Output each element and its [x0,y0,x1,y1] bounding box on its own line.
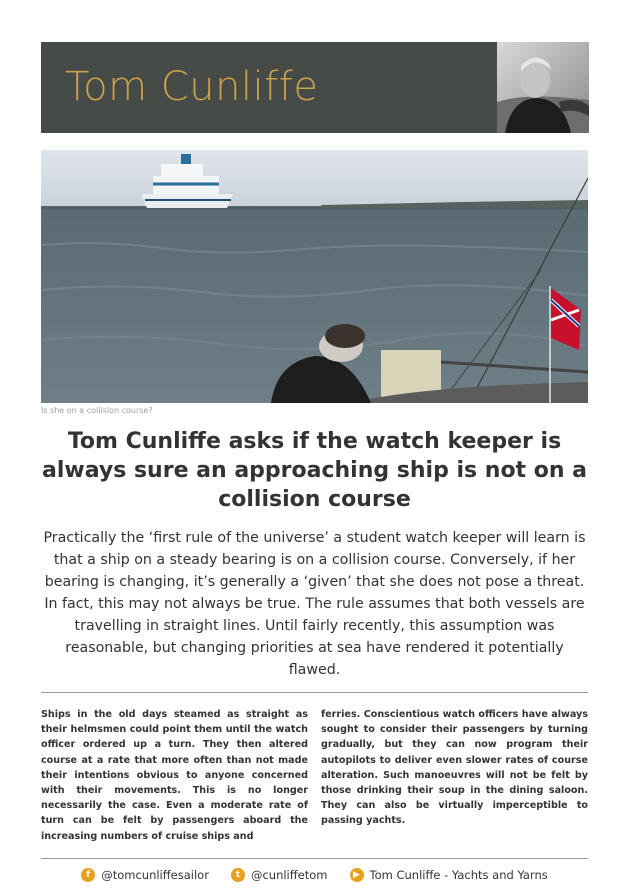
social-footer [41,868,588,882]
divider-bottom [41,858,588,859]
twitter-handle: @cunliffetom [250,868,328,882]
article-intro: Practically the ‘first rule of the universe’ a student watch keeper will learn is that a ship on a steady bearing is on a collision course. Conversely, if her bearing is changing, it’s generally a ‘given’ that she does not pose a threat. In fact, this may not always be true. The rule assumes that both vessels are travelling in straight lines. Until fairly recently, this assumption was reasonable, but changing priorities at sea have rendered it potentially flawed. [43,530,586,678]
article-body [41,707,588,844]
author-name: Tom Cunliffe [65,64,319,110]
hero-photo [41,150,588,403]
twitter-icon: t [231,868,245,882]
facebook-icon: f [81,868,95,882]
youtube-icon: ▶ [350,868,364,882]
photo-caption: Is she on a collision course? [41,406,153,415]
youtube-handle: Tom Cunliffe - Yachts and Yarns [369,868,548,882]
youtube-link[interactable] [350,868,548,882]
author-portrait [497,42,589,133]
body-column-left: Ships in the old days steamed as straight as their helmsmen could point them until the watch officer ordered up a turn. They then altered course at a rate that more often than not made their intentions obvious to anyone concerned with their movements. This is no longer necessarily the case. Even a moderate rate of turn can be felt by passengers aboard the increasing numbers of cruise ships and [41,709,308,842]
article-headline: Tom Cunliffe asks if the watch keeper is always sure an approaching ship is not on a collision course [41,429,588,512]
facebook-link[interactable] [81,868,209,882]
header-banner [41,42,589,133]
body-column-right: ferries. Conscientious watch officers have always sought to consider their passengers by turning gradually, but they can now program their autopilots to deliver even slower rates of course alteration. Such manoeuvres will not be felt by those drinking their soup in the dining saloon. They can also be virtually imperceptible to passing yachts. [321,709,588,827]
divider-top [41,692,588,693]
twitter-link[interactable] [231,868,328,882]
facebook-handle: @tomcunliffesailor [101,868,209,882]
